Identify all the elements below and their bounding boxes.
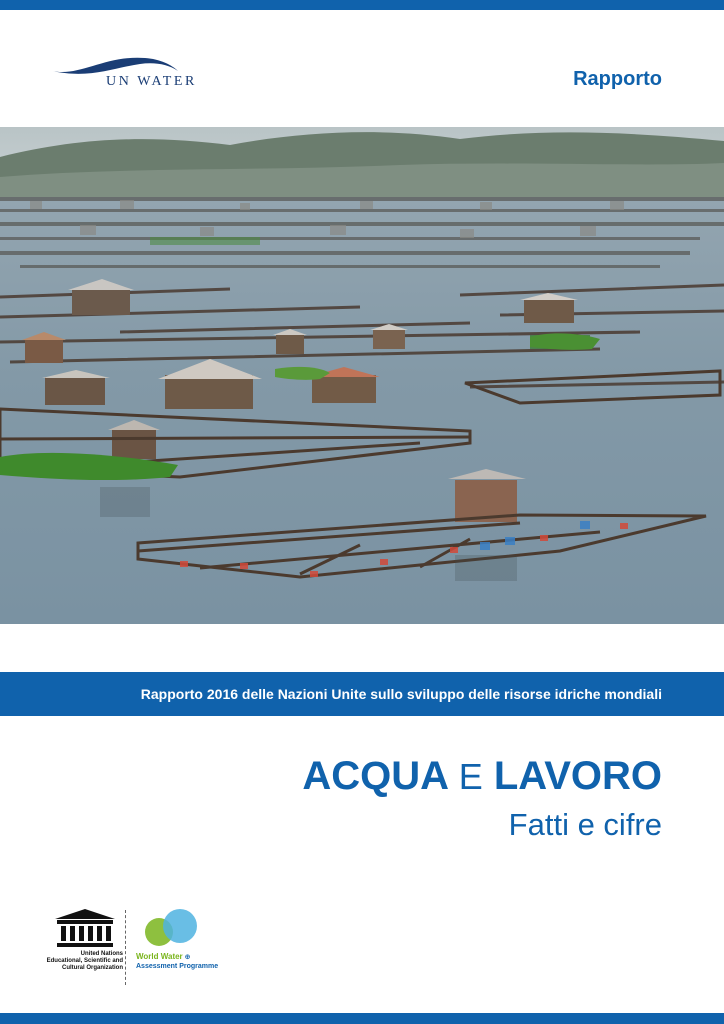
subtitle-band: Rapporto 2016 delle Nazioni Unite sullo sviluppo delle risorse idriche mondiali [0,672,724,716]
title-part-2: LAVORO [493,754,662,798]
wwap-name-1: World Water [136,952,183,961]
un-water-logo [50,55,225,95]
wwap-text [136,952,218,971]
unesco-logo [45,907,125,987]
main-title [302,750,662,803]
un-emblem-icon: ⊕ [184,954,191,961]
wwap-circles-icon [135,908,225,952]
un-water-wordmark: UN WATER [106,74,197,89]
unesco-temple-icon [45,907,125,951]
wwap-name-2: Assessment Programme [136,963,219,970]
logo-divider [125,910,127,985]
title-conjunction: E [458,756,483,797]
fish-farm-image [0,127,724,624]
title-part-1: ACQUA [302,754,448,798]
unesco-caption: United Nations Educational, Scientific and Cultural Organization [46,951,123,971]
title-subtitle: Fatti e cifre [508,807,662,842]
cover-photo [0,127,724,624]
title-block [302,750,662,847]
bottom-color-bar [0,1013,724,1024]
top-color-bar [0,0,724,10]
report-label: Rapporto [573,68,662,90]
